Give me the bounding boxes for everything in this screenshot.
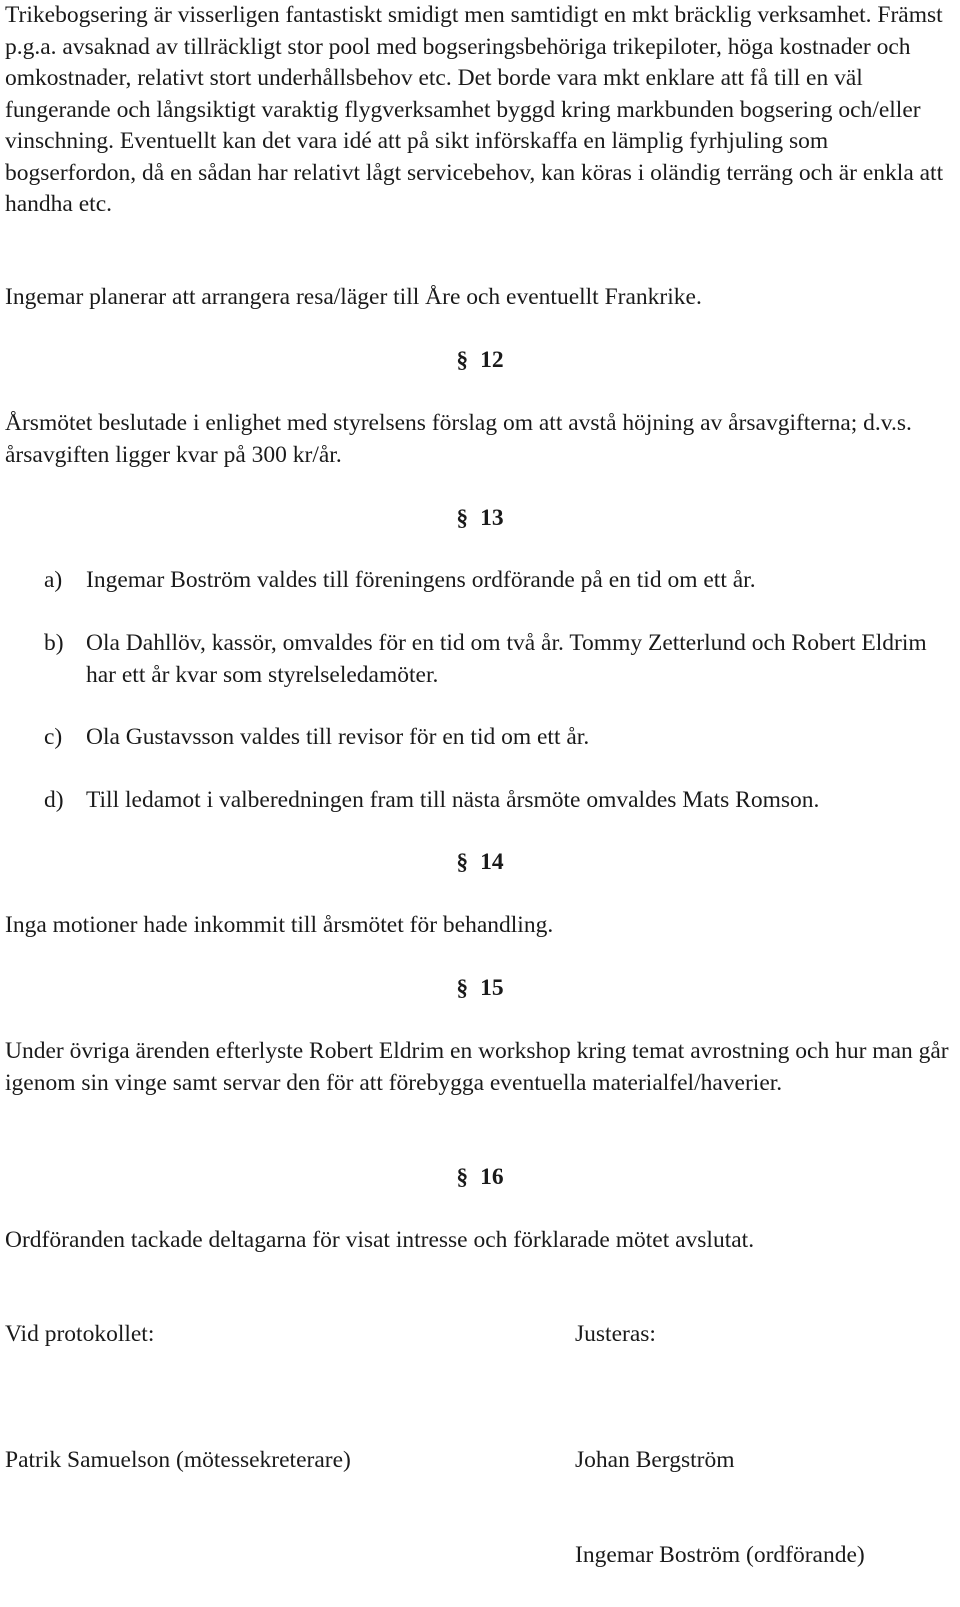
adjusted-label: Justeras: [575,1321,656,1347]
minutes-label: Vid protokollet: [5,1321,155,1347]
section-number: 15 [480,975,504,1001]
list-marker: b) [44,630,64,656]
section-14-text: Inga motioner hade inkommit till årsmötet för behandling. [5,912,554,938]
section-symbol: § [456,849,469,875]
section-symbol: § [456,975,469,1001]
list-item-d [44,785,954,817]
list-item-a [44,565,954,597]
list-item-text: Ola Dahllöv, kassör, omvaldes för en tid om två år. Tommy Zetterlund och Robert Eldrim har ett år kvar som styrelseledamöter. [86,630,927,688]
trip-paragraph: Ingemar planerar att arrangera resa/läger till Åre och eventuellt Frankrike. [5,284,702,310]
section-15-heading [0,973,960,1005]
list-marker: a) [44,567,63,593]
section-16-text: Ordföranden tackade deltagarna för visat intresse och förklarade mötet avslutat. [5,1227,755,1253]
list-item-b [44,628,954,691]
adjuster-name: Johan Bergström [575,1447,735,1473]
section-number: 12 [480,347,504,373]
section-symbol: § [456,347,469,373]
section-number: 13 [480,505,504,531]
section-number: 16 [480,1164,504,1190]
secretary-name: Patrik Samuelson (mötessekreterare) [5,1447,351,1473]
section-12-heading [0,345,960,377]
section-symbol: § [456,505,469,531]
section-16-heading [0,1162,960,1194]
section-14-heading [0,847,960,879]
list-marker: c) [44,724,63,750]
chairman-name: Ingemar Boström (ordförande) [575,1542,865,1568]
intro-paragraph: Trikebogsering är visserligen fantastiskt smidigt men samtidigt en mkt bräcklig verksamhet. Främst p.g.a. avsaknad av tillräckligt stor pool med bogseringsbehöriga trikepiloter, höga kostnader och omkostnader, relativt stort underhållsbehov etc. Det borde vara mkt enklare att få till en väl fungerande och långsiktigt varaktig flygverksamhet byggd kring markbunden bogsering och/eller vinschning. Eventuellt kan det vara idé att på sikt införskaffa en lämplig fyrhjuling som bogserfordon, då en sådan har relativt lågt servicebehov, kan köras i oländig terräng och är enkla att handha etc. [5,2,944,217]
section-15-text: Under övriga ärenden efterlyste Robert Eldrim en workshop kring temat avrostning och hur man går igenom sin vinge samt servar den för att förebygga eventuella materialfel/haverier. [5,1038,949,1096]
section-13-heading [0,503,960,535]
list-item-text: Till ledamot i valberedningen fram till nästa årsmöte omvaldes Mats Romson. [86,787,820,813]
section-symbol: § [456,1164,469,1190]
list-marker: d) [44,787,64,813]
list-item-text: Ingemar Boström valdes till föreningens ordförande på en tid om ett år. [86,567,756,593]
section-number: 14 [480,849,504,875]
list-item-text: Ola Gustavsson valdes till revisor för en tid om ett år. [86,724,590,750]
section-12-text: Årsmötet beslutade i enlighet med styrelsens förslag om att avstå höjning av årsavgifterna; d.v.s. årsavgiften ligger kvar på 300 kr/år. [5,410,912,468]
list-item-c [44,722,954,754]
